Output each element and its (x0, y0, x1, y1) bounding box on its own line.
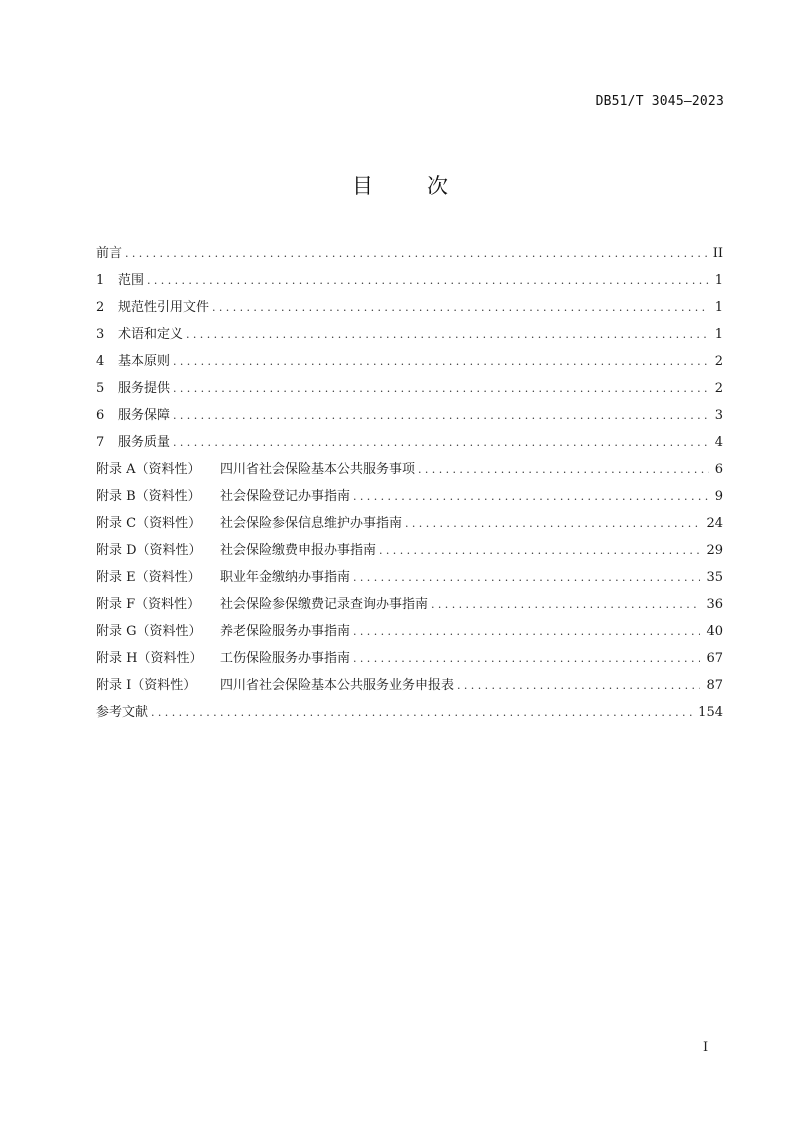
toc-entry-label: 社会保险参保信息维护办事指南 (220, 516, 403, 531)
dot-leader (418, 456, 709, 483)
toc-entry-label: 服务提供 (118, 381, 171, 396)
dot-leader (457, 672, 700, 699)
toc-section-number: 4 (96, 354, 105, 369)
toc-page-number: 24 (706, 516, 723, 531)
table-of-contents (96, 240, 723, 726)
dot-leader (353, 483, 709, 510)
toc-page-number: 6 (714, 462, 723, 477)
toc-entry-label: 服务质量 (118, 435, 171, 450)
dot-leader (353, 564, 700, 591)
toc-entry-label: 社会保险参保缴费记录查询办事指南 (220, 597, 429, 612)
toc-entry[interactable] (96, 672, 723, 699)
toc-entry[interactable] (96, 456, 723, 483)
toc-appendix-prefix: 附录 H（资料性） (96, 651, 203, 666)
dot-leader (353, 618, 700, 645)
toc-entry-label: 工伤保险服务办事指南 (220, 651, 351, 666)
dot-leader (379, 537, 700, 564)
dot-leader (147, 267, 709, 294)
toc-page-number: 1 (714, 327, 723, 342)
toc-entry[interactable] (96, 699, 723, 726)
toc-entry-label: 职业年金缴纳办事指南 (220, 570, 351, 585)
toc-entry[interactable] (96, 537, 723, 564)
dot-leader (353, 645, 700, 672)
dot-leader (151, 699, 692, 726)
dot-leader (125, 240, 707, 267)
toc-page-number: 29 (706, 543, 723, 558)
toc-section-number: 2 (96, 300, 105, 315)
toc-entry-label: 服务保障 (118, 408, 171, 423)
toc-entry[interactable] (96, 564, 723, 591)
toc-entry-label: 范围 (118, 273, 145, 288)
toc-page-number: II (712, 246, 723, 261)
toc-appendix-prefix: 附录 I（资料性） (96, 678, 197, 693)
title-char: 次 (427, 174, 448, 198)
toc-appendix-prefix: 附录 F（资料性） (96, 597, 201, 612)
toc-entry[interactable] (96, 510, 723, 537)
toc-section-number: 6 (96, 408, 105, 423)
toc-entry-label: 社会保险登记办事指南 (220, 489, 351, 504)
toc-appendix-prefix: 附录 G（资料性） (96, 624, 202, 639)
toc-entry[interactable] (96, 267, 723, 294)
toc-entry[interactable] (96, 483, 723, 510)
toc-page-number: 40 (706, 624, 723, 639)
dot-leader (405, 510, 700, 537)
toc-entry[interactable] (96, 321, 723, 348)
toc-page-number: 2 (714, 354, 723, 369)
toc-appendix-prefix: 附录 E（资料性） (96, 570, 201, 585)
toc-entry[interactable] (96, 240, 723, 267)
toc-entry-label: 社会保险缴费申报办事指南 (220, 543, 377, 558)
page-title (0, 170, 800, 200)
toc-appendix-prefix: 附录 B（资料性） (96, 489, 201, 504)
toc-appendix-prefix: 附录 D（资料性） (96, 543, 202, 558)
toc-page-number: 154 (698, 705, 723, 720)
toc-section-number: 7 (96, 435, 105, 450)
toc-entry-label: 术语和定义 (118, 327, 184, 342)
toc-entry[interactable] (96, 429, 723, 456)
toc-appendix-prefix: 附录 C（资料性） (96, 516, 202, 531)
toc-page-number: 9 (714, 489, 723, 504)
toc-entry-label: 参考文献 (96, 705, 149, 720)
standard-code: DB51/T 3045—2023 (595, 94, 724, 109)
toc-page-number: 4 (714, 435, 723, 450)
toc-entry-label: 前言 (96, 246, 123, 261)
dot-leader (186, 321, 709, 348)
toc-page-number: 3 (714, 408, 723, 423)
dot-leader (173, 375, 709, 402)
dot-leader (173, 402, 709, 429)
toc-page-number: 36 (706, 597, 723, 612)
toc-entry[interactable] (96, 645, 723, 672)
toc-entry[interactable] (96, 591, 723, 618)
toc-section-number: 1 (96, 273, 105, 288)
dot-leader (173, 348, 709, 375)
toc-entry[interactable] (96, 402, 723, 429)
toc-entry-label: 规范性引用文件 (118, 300, 210, 315)
toc-entry-label: 四川省社会保险基本公共服务事项 (220, 462, 416, 477)
page-number: I (703, 1040, 709, 1055)
toc-entry[interactable] (96, 294, 723, 321)
toc-page-number: 1 (714, 300, 723, 315)
dot-leader (212, 294, 709, 321)
toc-entry[interactable] (96, 348, 723, 375)
dot-leader (173, 429, 709, 456)
toc-page-number: 35 (706, 570, 723, 585)
toc-page-number: 2 (714, 381, 723, 396)
toc-page-number: 1 (714, 273, 723, 288)
toc-entry-label: 四川省社会保险基本公共服务业务申报表 (220, 678, 455, 693)
toc-entry[interactable] (96, 375, 723, 402)
title-char: 目 (352, 174, 373, 198)
toc-page-number: 87 (706, 678, 723, 693)
toc-section-number: 3 (96, 327, 105, 342)
toc-page-number: 67 (706, 651, 723, 666)
toc-appendix-prefix: 附录 A（资料性） (96, 462, 201, 477)
toc-section-number: 5 (96, 381, 105, 396)
dot-leader (431, 591, 700, 618)
toc-entry-label: 基本原则 (118, 354, 171, 369)
toc-entry[interactable] (96, 618, 723, 645)
toc-entry-label: 养老保险服务办事指南 (220, 624, 351, 639)
